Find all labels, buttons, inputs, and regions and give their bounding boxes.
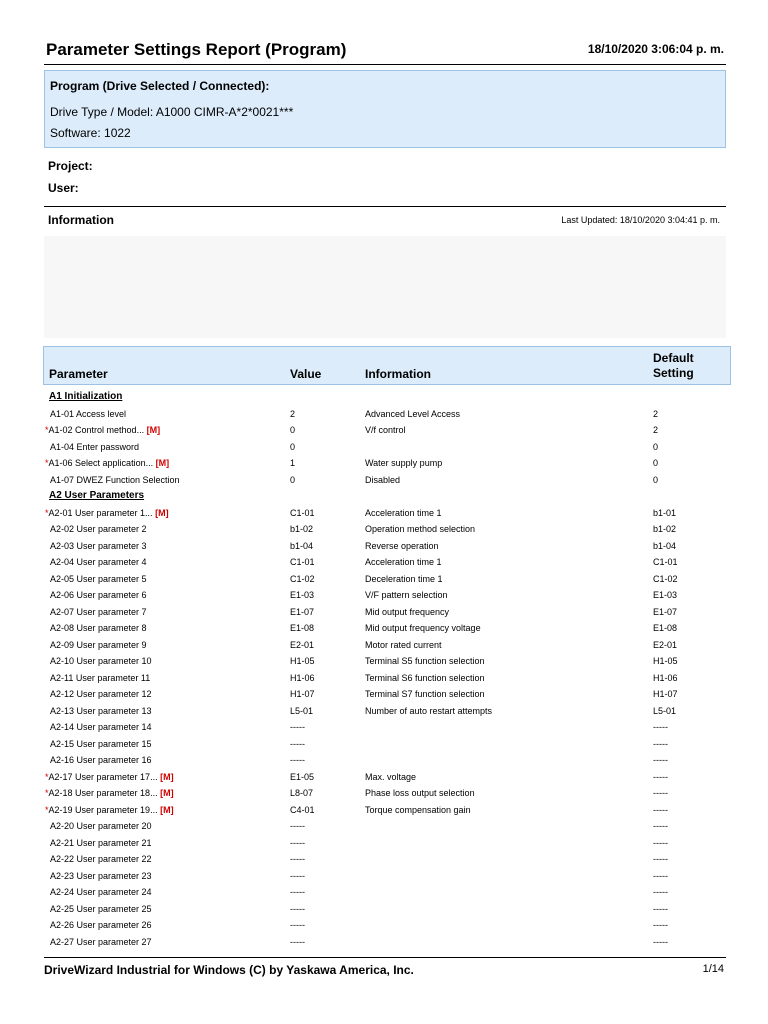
default-cell: L5-01 xyxy=(653,705,677,716)
modified-marker: * xyxy=(45,804,49,815)
table-row xyxy=(44,620,726,637)
default-cell: 0 xyxy=(653,474,659,485)
param-cell xyxy=(50,736,152,753)
param-cell xyxy=(45,505,169,522)
param-cell xyxy=(45,422,160,439)
default-cell: 2 xyxy=(653,408,659,419)
info-cell: Mid output frequency xyxy=(365,606,450,617)
value-cell: 0 xyxy=(290,474,296,485)
report-date: 18/10/2020 3:06:04 p. m. xyxy=(587,42,724,56)
parameter-table xyxy=(44,389,726,950)
default-cell: ----- xyxy=(653,804,668,815)
table-row xyxy=(44,736,726,753)
value-cell: ----- xyxy=(290,738,305,749)
default-cell: ----- xyxy=(653,771,668,782)
value-cell: H1-06 xyxy=(290,672,315,683)
param-name: A1-01 Access level xyxy=(50,408,127,419)
table-row xyxy=(44,670,726,687)
table-row xyxy=(44,571,726,588)
default-cell: H1-06 xyxy=(653,672,678,683)
info-cell: Motor rated current xyxy=(365,639,442,650)
table-row xyxy=(44,785,726,802)
param-cell xyxy=(45,802,174,819)
value-cell: C4-01 xyxy=(290,804,315,815)
table-row xyxy=(44,818,726,835)
value-cell: b1-04 xyxy=(290,540,314,551)
value-cell: E1-08 xyxy=(290,623,315,633)
default-cell: ----- xyxy=(653,870,668,881)
param-cell xyxy=(50,868,152,885)
default-cell: E1-03 xyxy=(653,590,678,600)
table-header xyxy=(43,346,731,385)
default-cell: C1-01 xyxy=(653,557,678,567)
param-name: A2-16 User parameter 16 xyxy=(50,755,152,765)
table-row xyxy=(44,439,726,456)
value-cell: C1-01 xyxy=(290,557,315,567)
param-name: A2-11 User parameter 11 xyxy=(50,672,151,683)
table-row xyxy=(44,422,726,439)
info-cell: Water supply pump xyxy=(365,458,443,468)
param-name: A2-01 User parameter 1... xyxy=(48,507,153,518)
value-cell: ----- xyxy=(290,854,305,864)
param-name: A2-12 User parameter 12 xyxy=(50,689,152,699)
section-title: A2 User Parameters xyxy=(49,490,145,501)
param-cell xyxy=(50,587,147,604)
header-default-line2: Setting xyxy=(653,366,694,380)
modified-flag: [M] xyxy=(160,804,174,815)
param-name: A1-04 Enter password xyxy=(50,441,140,452)
value-cell: C1-01 xyxy=(290,507,315,518)
modified-flag: [M] xyxy=(155,507,169,518)
param-name: A2-22 User parameter 22 xyxy=(50,854,152,864)
param-cell xyxy=(50,818,152,835)
default-cell: ----- xyxy=(653,903,668,914)
table-row xyxy=(44,901,726,918)
value-cell: 2 xyxy=(290,408,296,419)
program-panel xyxy=(44,70,726,148)
value-cell: E1-07 xyxy=(290,606,315,617)
section-title: A1 Initialization xyxy=(49,391,123,402)
param-name: A2-25 User parameter 25 xyxy=(50,903,152,914)
param-name: A2-06 User parameter 6 xyxy=(50,590,147,600)
value-cell: ----- xyxy=(290,821,305,831)
info-cell: Deceleration time 1 xyxy=(365,573,443,584)
table-row xyxy=(44,917,726,934)
param-cell xyxy=(50,835,152,852)
program-heading: Program (Drive Selected / Connected): xyxy=(50,79,270,93)
table-row xyxy=(44,703,726,720)
last-updated: Last Updated: 18/10/2020 3:04:41 p. m. xyxy=(561,215,720,225)
param-name: A2-21 User parameter 21 xyxy=(50,837,152,848)
default-cell: 0 xyxy=(653,458,659,468)
modified-marker: * xyxy=(45,771,49,782)
param-name: A2-20 User parameter 20 xyxy=(50,821,152,831)
param-cell xyxy=(50,439,139,456)
section-header xyxy=(44,488,726,505)
value-cell: E1-05 xyxy=(290,771,315,782)
param-cell xyxy=(50,620,147,637)
param-name: A2-13 User parameter 13 xyxy=(50,705,152,716)
param-cell xyxy=(50,653,152,670)
param-cell xyxy=(50,554,147,571)
table-row xyxy=(44,554,726,571)
default-cell: E1-07 xyxy=(653,606,678,617)
param-name: A2-26 User parameter 26 xyxy=(50,920,152,930)
param-cell xyxy=(50,884,152,901)
modified-flag: [M] xyxy=(160,771,174,782)
value-cell: 0 xyxy=(290,441,296,452)
info-cell: V/F pattern selection xyxy=(365,590,448,600)
default-cell: ----- xyxy=(653,788,668,798)
modified-flag: [M] xyxy=(155,458,170,468)
section-header xyxy=(44,389,726,406)
modified-marker: * xyxy=(45,788,49,798)
info-cell: Terminal S7 function selection xyxy=(365,689,485,699)
table-row xyxy=(44,587,726,604)
table-row xyxy=(44,851,726,868)
software-version: Software: 1022 xyxy=(50,126,131,140)
default-cell: b1-01 xyxy=(653,507,677,518)
param-cell xyxy=(50,538,147,555)
param-name: A2-14 User parameter 14 xyxy=(50,722,152,732)
param-cell xyxy=(50,472,180,489)
info-cell: Mid output frequency voltage xyxy=(365,623,481,633)
default-cell: ----- xyxy=(653,722,668,732)
param-name: A2-07 User parameter 7 xyxy=(50,606,147,617)
info-cell: Operation method selection xyxy=(365,524,476,534)
value-cell: ----- xyxy=(290,920,305,930)
param-cell xyxy=(50,571,147,588)
info-cell: Acceleration time 1 xyxy=(365,507,442,518)
table-row xyxy=(44,472,726,489)
info-cell: Disabled xyxy=(365,474,401,485)
param-name: A2-02 User parameter 2 xyxy=(50,524,147,534)
modified-marker: * xyxy=(45,458,49,468)
default-cell: 0 xyxy=(653,441,659,452)
default-cell: ----- xyxy=(653,887,668,897)
modified-flag: [M] xyxy=(146,425,161,435)
info-cell: Max. voltage xyxy=(365,771,417,782)
param-cell xyxy=(50,851,152,868)
info-cell: Phase loss output selection xyxy=(365,788,475,798)
info-cell: Torque compensation gain xyxy=(365,804,471,815)
param-name: A2-18 User parameter 18... xyxy=(48,788,158,798)
param-cell xyxy=(50,934,152,951)
footer-text: DriveWizard Industrial for Windows (C) by Yaskawa America, Inc. xyxy=(44,963,414,977)
header-value: Value xyxy=(290,367,322,381)
divider xyxy=(44,957,726,958)
param-name: A2-27 User parameter 27 xyxy=(50,936,152,947)
project-label: Project: xyxy=(48,159,93,173)
param-cell xyxy=(45,785,174,802)
table-row xyxy=(44,521,726,538)
table-row xyxy=(44,719,726,736)
default-cell: b1-02 xyxy=(653,524,677,534)
default-cell: ----- xyxy=(653,821,668,831)
header-parameter: Parameter xyxy=(49,367,108,381)
param-cell xyxy=(50,604,147,621)
param-cell xyxy=(50,719,152,736)
param-name: A2-19 User parameter 19... xyxy=(48,804,158,815)
default-cell: ----- xyxy=(653,920,668,930)
table-row xyxy=(44,769,726,786)
value-cell: ----- xyxy=(290,755,305,765)
param-cell xyxy=(50,752,152,769)
table-row xyxy=(44,868,726,885)
info-cell: Advanced Level Access xyxy=(365,408,461,419)
param-cell xyxy=(45,455,169,472)
table-row xyxy=(44,884,726,901)
value-cell: ----- xyxy=(290,870,305,881)
param-name: A2-23 User parameter 23 xyxy=(50,870,152,881)
value-cell: ----- xyxy=(290,837,305,848)
default-cell: ----- xyxy=(653,837,668,848)
table-row xyxy=(44,686,726,703)
default-cell: ----- xyxy=(653,738,668,749)
param-cell xyxy=(50,521,147,538)
default-cell: ----- xyxy=(653,936,668,947)
default-cell: H1-07 xyxy=(653,689,678,699)
table-row xyxy=(44,752,726,769)
param-cell xyxy=(50,637,147,654)
default-cell: E1-08 xyxy=(653,623,678,633)
param-cell xyxy=(50,406,126,423)
info-cell: Number of auto restart attempts xyxy=(365,705,493,716)
value-cell: H1-05 xyxy=(290,656,315,666)
value-cell: ----- xyxy=(290,722,305,732)
value-cell: L5-01 xyxy=(290,705,314,716)
page-number: 1/14 xyxy=(702,963,724,975)
param-name: A2-17 User parameter 17... xyxy=(48,771,158,782)
info-cell: V/f control xyxy=(365,425,406,435)
param-cell xyxy=(50,703,152,720)
param-name: A2-04 User parameter 4 xyxy=(50,557,147,567)
param-cell xyxy=(50,670,150,687)
divider xyxy=(44,206,726,207)
table-row xyxy=(44,604,726,621)
info-cell: Terminal S6 function selection xyxy=(365,672,485,683)
value-cell: 0 xyxy=(290,425,296,435)
modified-flag: [M] xyxy=(160,788,174,798)
default-cell: ----- xyxy=(653,755,668,765)
drive-type: Drive Type / Model: A1000 CIMR-A*2*0021*** xyxy=(50,105,294,119)
value-cell: L8-07 xyxy=(290,788,314,798)
value-cell: 1 xyxy=(290,458,296,468)
default-cell: ----- xyxy=(653,854,668,864)
modified-marker: * xyxy=(45,425,49,435)
table-row xyxy=(44,538,726,555)
param-name: A2-10 User parameter 10 xyxy=(50,656,152,666)
info-cell: Terminal S5 function selection xyxy=(365,656,485,666)
table-row xyxy=(44,802,726,819)
param-name: A1-06 Select application... xyxy=(48,458,154,468)
param-cell xyxy=(50,901,152,918)
table-row xyxy=(44,835,726,852)
table-row xyxy=(44,406,726,423)
info-cell: Reverse operation xyxy=(365,540,439,551)
header-default-line1: Default xyxy=(653,351,694,365)
param-name: A2-05 User parameter 5 xyxy=(50,573,147,584)
value-cell: b1-02 xyxy=(290,524,314,534)
table-row xyxy=(44,455,726,472)
param-cell xyxy=(45,769,174,786)
info-cell: Acceleration time 1 xyxy=(365,557,442,567)
param-name: A2-15 User parameter 15 xyxy=(50,738,152,749)
default-cell: b1-04 xyxy=(653,540,677,551)
header-information: Information xyxy=(365,367,431,381)
modified-marker: * xyxy=(45,507,49,518)
value-cell: ----- xyxy=(290,887,305,897)
value-cell: H1-07 xyxy=(290,689,315,699)
user-label: User: xyxy=(48,181,79,195)
report-title: Parameter Settings Report (Program) xyxy=(46,40,347,59)
information-title: Information xyxy=(48,213,114,227)
param-cell xyxy=(50,917,152,934)
param-name: A2-24 User parameter 24 xyxy=(50,887,152,897)
divider xyxy=(44,64,726,65)
value-cell: E1-03 xyxy=(290,590,315,600)
param-name: A2-08 User parameter 8 xyxy=(50,623,147,633)
value-cell: E2-01 xyxy=(290,639,315,650)
param-name: A1-02 Control method... xyxy=(48,425,145,435)
value-cell: ----- xyxy=(290,936,305,947)
default-cell: 2 xyxy=(653,425,659,435)
param-name: A1-07 DWEZ Function Selection xyxy=(50,474,180,485)
table-row xyxy=(44,653,726,670)
default-cell: C1-02 xyxy=(653,573,678,584)
information-box xyxy=(44,236,726,338)
param-name: A2-03 User parameter 3 xyxy=(50,540,147,551)
table-row xyxy=(44,934,726,951)
param-name: A2-09 User parameter 9 xyxy=(50,639,147,650)
default-cell: H1-05 xyxy=(653,656,678,666)
table-row xyxy=(44,505,726,522)
value-cell: ----- xyxy=(290,903,305,914)
value-cell: C1-02 xyxy=(290,573,315,584)
table-row xyxy=(44,637,726,654)
default-cell: E2-01 xyxy=(653,639,678,650)
param-cell xyxy=(50,686,152,703)
